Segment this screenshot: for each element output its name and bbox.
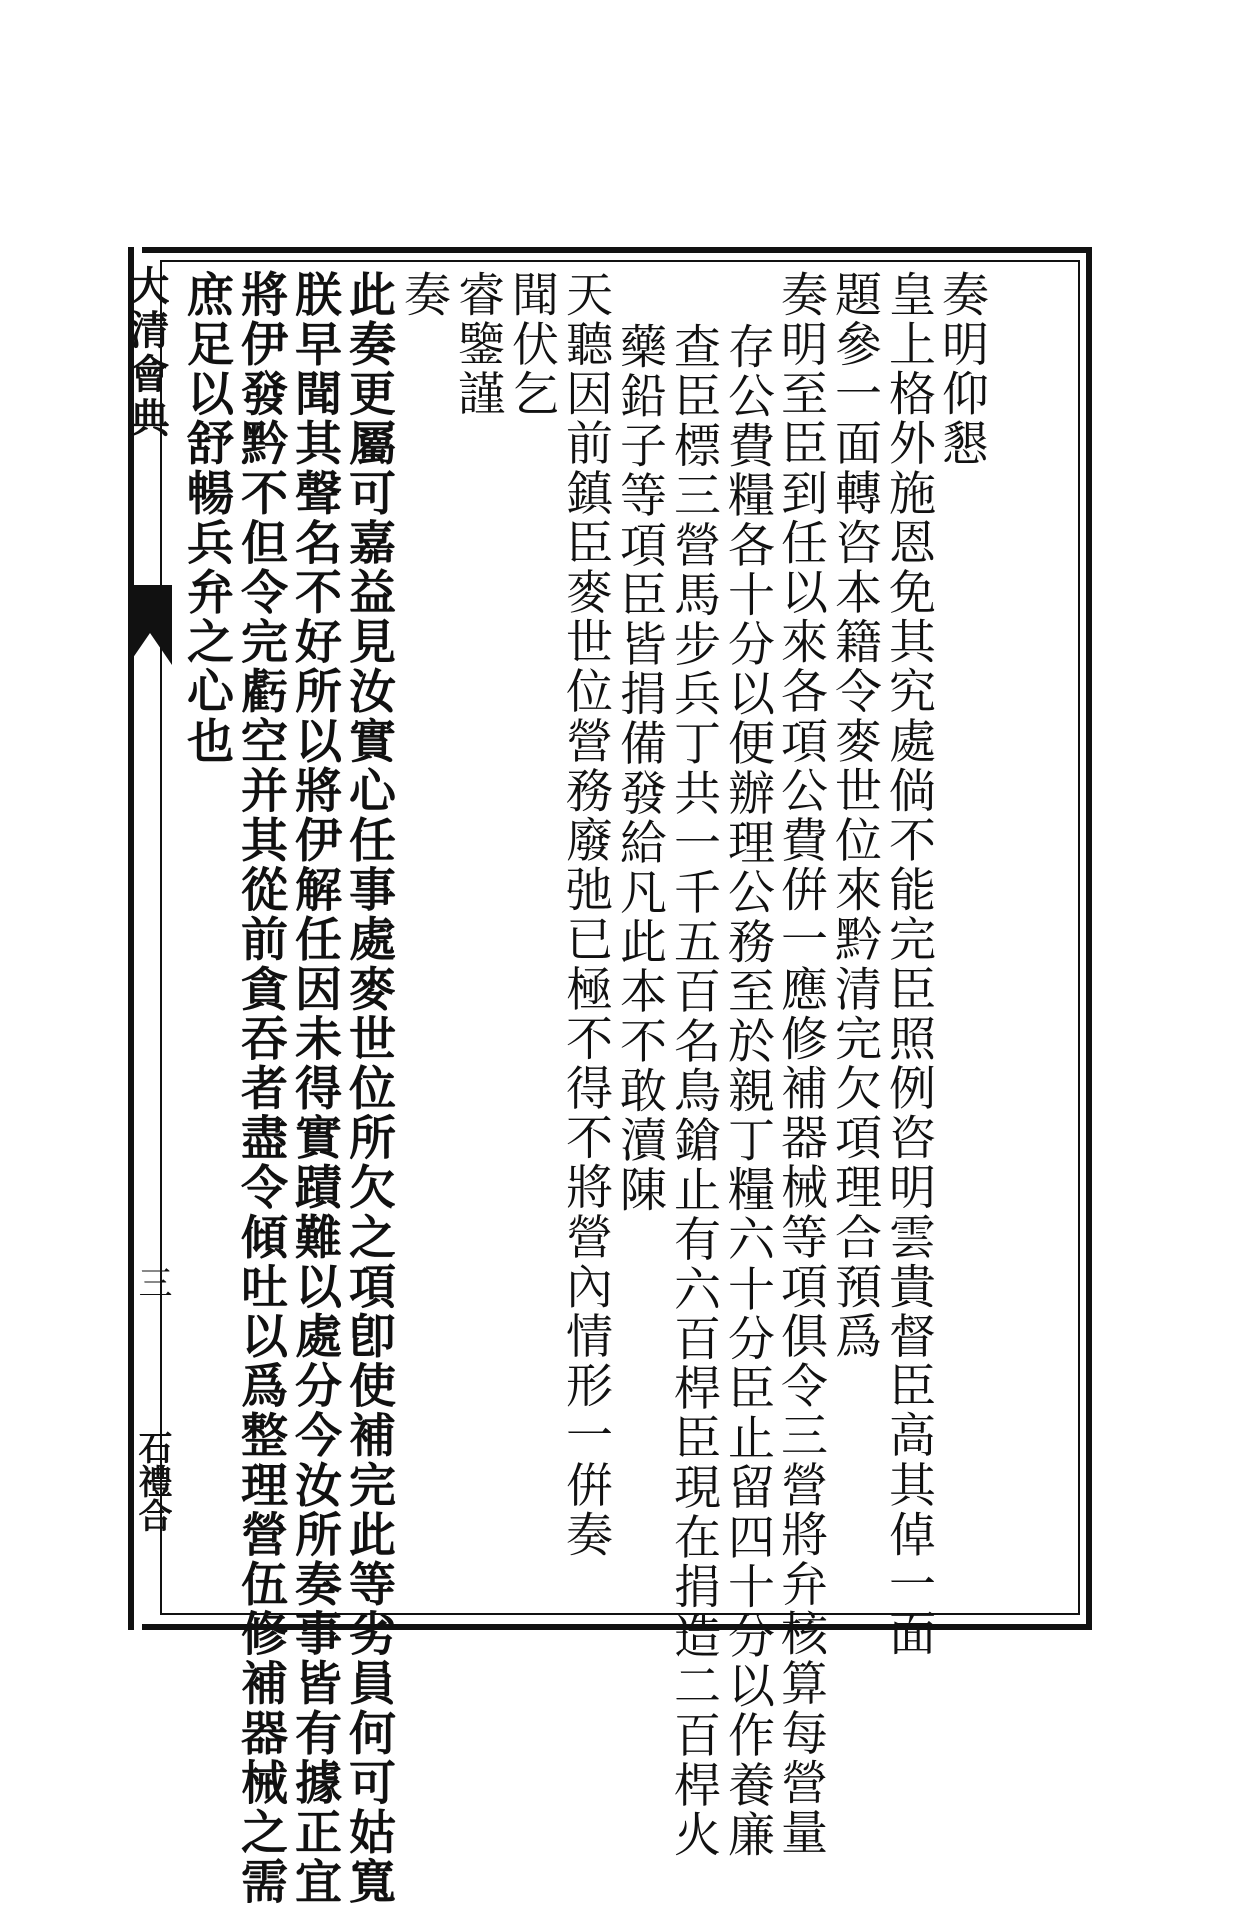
margin-folio-number: 三 bbox=[132, 1265, 172, 1299]
text-column-4: 奏明至臣到任以來各項公費倂一應修補器械等項俱令三營將弁核算每營量 bbox=[773, 270, 828, 1858]
text-column-8: 天聽因前鎮臣麥世位營務廢弛已極不得不將營內情形一倂奏 bbox=[558, 270, 613, 1560]
text-column-6: 查臣標三營馬步兵丁共一千五百名鳥鎗止有六百桿臣現在捐造二百桿火 bbox=[666, 322, 721, 1860]
margin-book-title: 大清會典 bbox=[123, 265, 170, 441]
text-column-12: 此奏更屬可嘉益見汝實心任事處麥世位所欠之項卽使補完此等劣員何可姑寬 bbox=[341, 270, 396, 1907]
text-column-5: 存公費糧各十分以便辦理公務至於親丁糧六十分臣止留四十分以作養廉 bbox=[720, 322, 775, 1860]
text-column-14: 將伊發黔不但令完虧空并其從前貪吞者盡令傾吐以爲整理營伍修補器械之需 bbox=[233, 270, 288, 1907]
text-column-15: 庶足以舒暢兵弁之心也 bbox=[179, 270, 234, 766]
text-column-13: 朕早聞其聲名不好所以將伊解任因未得實蹟難以處分今汝所奏事皆有據正宜 bbox=[287, 270, 342, 1907]
text-column-3: 題參一面轉咨本籍令麥世位來黔清完欠項理合預爲 bbox=[827, 270, 882, 1362]
text-column-1: 奏明仰懇 bbox=[934, 270, 989, 469]
margin-strip bbox=[128, 247, 168, 1630]
text-column-7: 藥鉛子等項臣皆捐備發給凡此本不敢瀆陳 bbox=[612, 322, 667, 1215]
margin-publisher: 石禮合 bbox=[132, 1430, 172, 1532]
text-column-9: 聞伏乞 bbox=[504, 270, 559, 419]
text-column-10: 睿鑒謹 bbox=[450, 270, 505, 419]
text-column-2: 皇上格外施恩免其究處倘不能完臣照例咨明雲貴督臣高其倬一面 bbox=[881, 270, 936, 1659]
text-column-11: 奏 bbox=[396, 270, 451, 320]
